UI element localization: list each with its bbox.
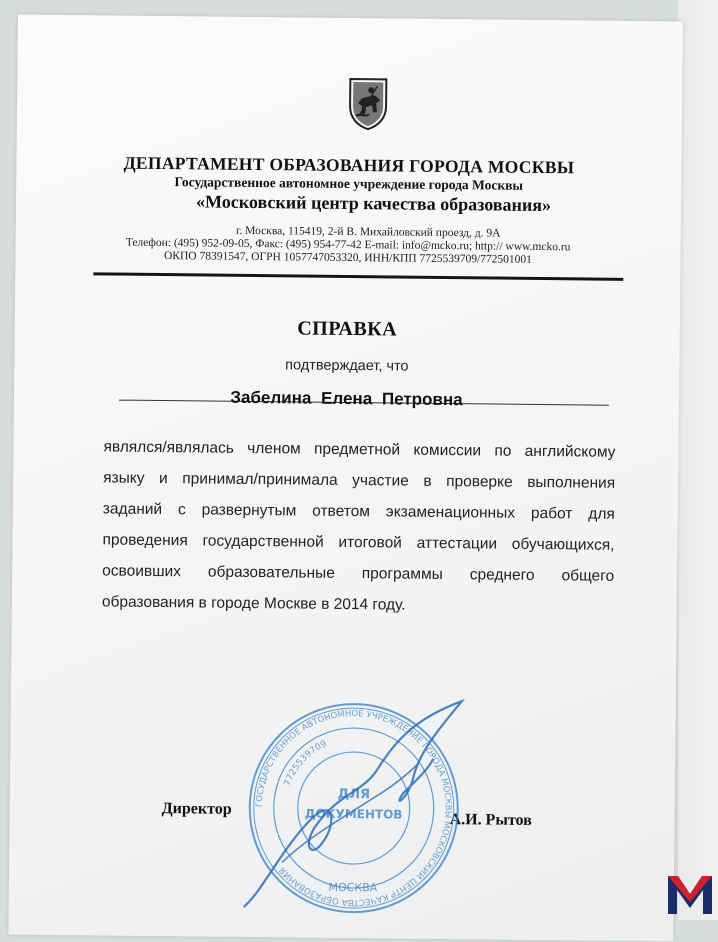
body-line: заданий с развернутым ответом экзаменационных работ для xyxy=(102,500,615,523)
body-line: проведения государственной итоговой аттестации обучающихся, xyxy=(102,531,615,554)
m-logo-icon xyxy=(666,872,714,916)
body-line: освоивших образовательные программы среднего общего xyxy=(102,562,615,585)
document-title: СПРАВКА xyxy=(297,317,398,341)
contacts-line: Телефон: (495) 952-09-05, Факс: (495) 954-77-42 E-mail: info@mcko.ru; http:// www.mcko.ru xyxy=(125,236,571,254)
body-line: образования в городе Москве в 2014 году. xyxy=(101,593,406,614)
codes-line: ОКПО 78391547, ОГРН 1057747053320, ИНН/КПП 7725539709/772501001 xyxy=(163,250,533,266)
header-divider xyxy=(93,272,623,281)
background xyxy=(678,0,718,920)
stamp-ring-text: ГОСУДАРСТВЕННОЕ АВТОНОМНОЕ УЧРЕЖДЕНИЕ ГОРОДА МОСКВЫ МОСКОВСКИЙ ЦЕНТР КАЧЕСТВА ОБРАЗОВАНИЯ xyxy=(254,709,453,908)
stamp-center-text-1: ДЛЯ xyxy=(337,786,371,803)
document-page xyxy=(8,15,683,942)
department-heading: ДЕПАРТАМЕНТ ОБРАЗОВАНИЯ ГОРОДА МОСКВЫ xyxy=(123,152,575,178)
body-line: языку и принимал/принимала участие в проверке выполнения xyxy=(103,469,616,492)
signer-position: Директор xyxy=(161,800,232,818)
moscow-coat-of-arms-icon xyxy=(347,76,390,130)
institution-name: «Московский центр качества образования» xyxy=(195,191,552,216)
institution-type: Государственное автономное учреждение города Москвы xyxy=(174,174,524,193)
signer-name: А.И. Рытов xyxy=(449,811,532,829)
stamp-bottom-text: МОСКВА xyxy=(328,880,378,895)
confirms-text: подтверждает, что xyxy=(285,357,409,375)
address-line: г. Москва, 115419, 2-й В. Михайловский проезд, д. 9А xyxy=(235,224,501,240)
stamp-number-text: 7725539709 xyxy=(282,739,329,788)
stamp-center-text-2: ДОКУМЕНТОВ xyxy=(304,806,403,822)
body-line: являлся/являлась членом предметной комиссии по английскому xyxy=(103,438,616,461)
official-stamp xyxy=(242,697,466,919)
person-name: Забелина Елена Петровна xyxy=(230,387,463,410)
body-paragraph xyxy=(102,431,616,622)
